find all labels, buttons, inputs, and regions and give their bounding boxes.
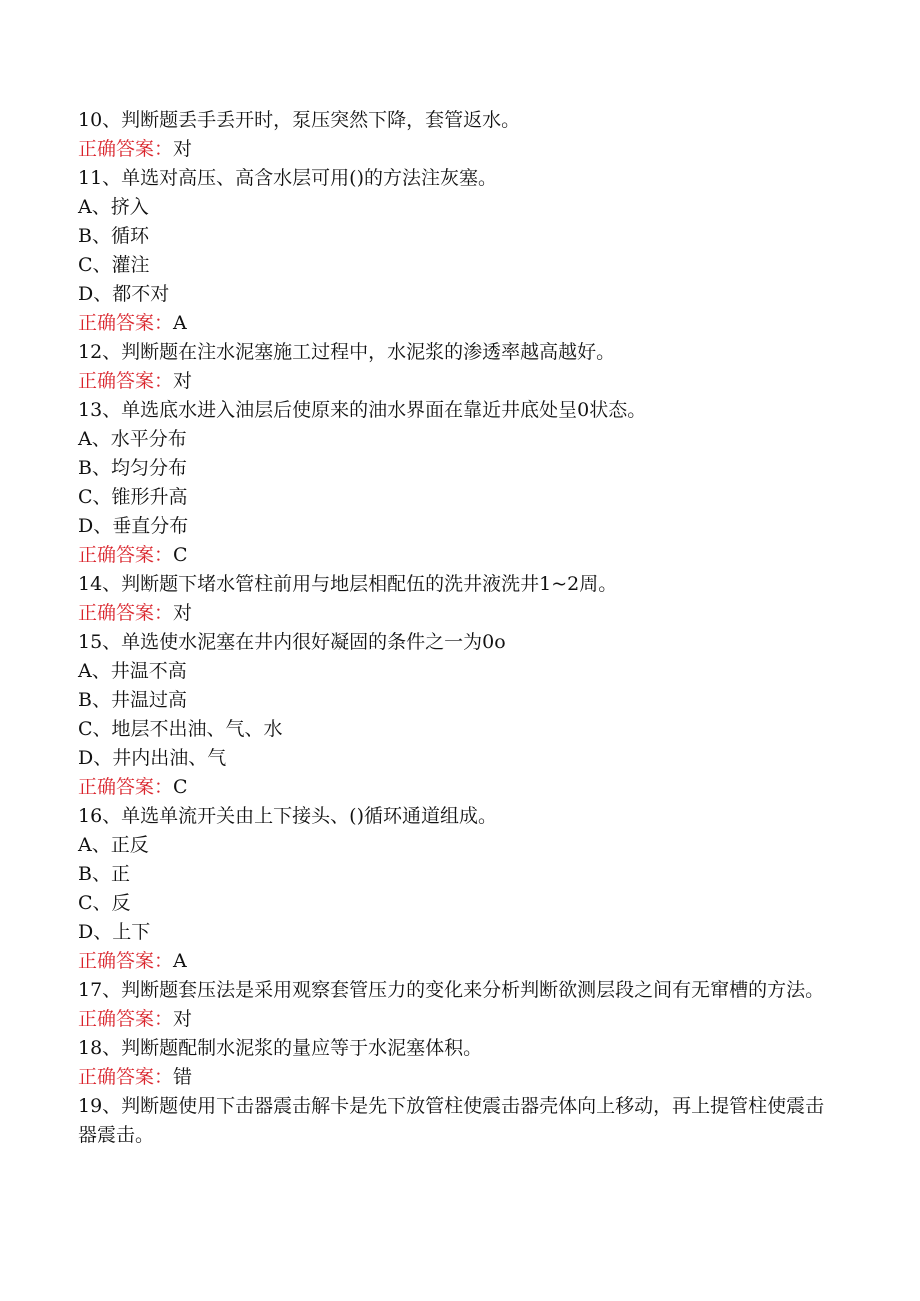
answer-line [78, 773, 828, 802]
option: C、锥形升高 [78, 486, 188, 508]
answer-label: 正确答案： [78, 544, 174, 566]
question-stem: 17、判断题套压法是采用观察套管压力的变化来分析判断欲测层段之间有无窜槽的方法。 [78, 979, 825, 1001]
document-page [78, 106, 828, 1150]
question-stem: 13、单选底水进入油层后使原来的油水界面在靠近井底处呈0状态。 [78, 399, 647, 421]
question-stem: 14、判断题下堵水管柱前用与地层相配伍的洗井液洗井1~2周。 [78, 573, 618, 595]
answer-line [78, 599, 828, 628]
option: C、灌注 [78, 254, 150, 276]
answer-line [78, 135, 828, 164]
question-stem: 10、判断题丢手丢开时，泵压突然下降，套管返水。 [78, 109, 521, 131]
answer-label: 正确答案： [78, 602, 174, 624]
question-stem: 11、单选对高压、高含水层可用()的方法注灰塞。 [78, 167, 498, 189]
option: C、反 [78, 892, 131, 914]
answer-label: 正确答案： [78, 950, 174, 972]
question-stem: 18、判断题配制水泥浆的量应等于水泥塞体积。 [78, 1037, 483, 1059]
answer-value: 对 [173, 138, 193, 160]
answer-line [78, 309, 828, 338]
answer-line [78, 1005, 828, 1034]
answer-value: A [173, 950, 187, 972]
question-stem: 12、判断题在注水泥塞施工过程中，水泥浆的渗透率越高越好。 [78, 341, 616, 363]
answer-value: 对 [173, 602, 193, 624]
answer-label: 正确答案： [78, 1008, 174, 1030]
answer-line [78, 367, 828, 396]
option: A、水平分布 [78, 428, 187, 450]
option: D、上下 [78, 921, 151, 943]
answer-line [78, 541, 828, 570]
answer-label: 正确答案： [78, 312, 174, 334]
answer-label: 正确答案： [78, 1066, 174, 1088]
option: C、地层不出油、气、水 [78, 718, 283, 740]
answer-value: C [173, 544, 188, 566]
answer-line [78, 947, 828, 976]
option: A、井温不高 [78, 660, 187, 682]
option: B、正 [78, 863, 130, 885]
answer-line [78, 1063, 828, 1092]
option: A、挤入 [78, 196, 149, 218]
answer-label: 正确答案： [78, 776, 174, 798]
answer-label: 正确答案： [78, 370, 174, 392]
option: B、井温过高 [78, 689, 187, 711]
option: A、正反 [78, 834, 149, 856]
answer-value: A [173, 312, 187, 334]
option: B、均匀分布 [78, 457, 187, 479]
option: D、井内出油、气 [78, 747, 227, 769]
question-stem: 16、单选单流开关由上下接头、()循环通道组成。 [78, 805, 498, 827]
answer-value: C [173, 776, 188, 798]
option: B、循环 [78, 225, 149, 247]
answer-value: 对 [173, 370, 193, 392]
answer-value: 错 [173, 1066, 193, 1088]
option: D、都不对 [78, 283, 170, 305]
question-stem: 15、单选使水泥塞在井内很好凝固的条件之一为0o [78, 631, 506, 653]
question-stem: 19、判断题使用下击器震击解卡是先下放管柱使震击器壳体向上移动，再上提管柱使震击器震击。 [78, 1095, 825, 1146]
answer-value: 对 [173, 1008, 193, 1030]
option: D、垂直分布 [78, 515, 189, 537]
answer-label: 正确答案： [78, 138, 174, 160]
